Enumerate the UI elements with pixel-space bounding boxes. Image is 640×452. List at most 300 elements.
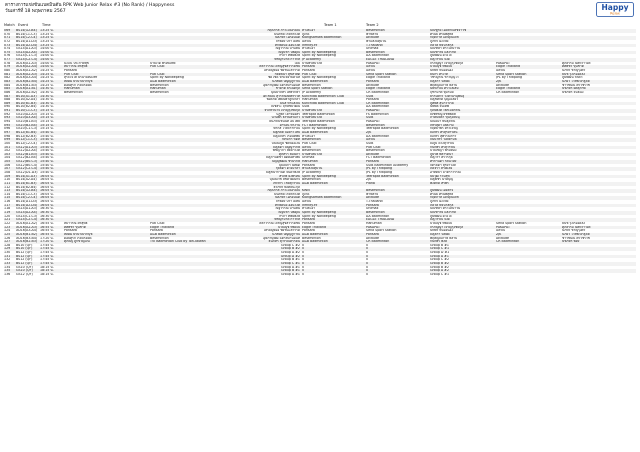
right-player: พฤติญณ์ภาษ หล้าม <box>430 236 458 240</box>
match-time: 14:30 น. <box>40 90 54 94</box>
event-code: XD16(A2-A3) <box>16 72 38 76</box>
right-player: ณภูมิ ดวงสุวรรณ <box>430 141 455 145</box>
team-1: Teerapat Badminton <box>302 112 335 116</box>
match-number: 113 <box>4 189 11 193</box>
left-player: Group A #1 <box>281 265 300 269</box>
left-player: กฤตภาส ภาวะเธอรมณี <box>267 189 300 193</box>
brand-logo-mark <box>596 2 634 17</box>
match-time: 15:40 น. <box>40 141 54 145</box>
team-2: ฟ้าฟลาย <box>366 192 379 196</box>
team-2: Bestminton <box>366 189 385 193</box>
team-2: JPL by Thitipong <box>366 170 393 174</box>
left-club-2: Spirit by Nanwepeng <box>150 76 184 80</box>
team-1: บ้านพรหมวงษ์ <box>302 109 322 113</box>
right-club-2: Attitude <box>496 83 510 87</box>
left-club-2: Bestminton <box>150 83 169 87</box>
match-time: 14:30 น. <box>40 105 54 109</box>
match-time: 15:40 น. <box>40 170 54 174</box>
right-player: จุฑามาศ ทุมรัมย์ <box>430 90 454 94</box>
left-player-1: สมาวรณ์ ศรีสุทธิ์ <box>64 65 88 69</box>
left-player-1: สมาวรณ์ ศรีสุทธิ์ <box>64 221 88 225</box>
match-number: 124 <box>4 229 11 233</box>
team-1: Spirit by Nanwepeng <box>302 174 336 178</box>
left-player: ณัฐธิดา ปัญญารักษ์ <box>272 145 300 149</box>
team-2: 0 <box>366 243 369 247</box>
right-player: วชิรญาณ์ ชาวบุญไว <box>430 76 459 80</box>
match-number: 099 <box>4 138 11 142</box>
right-player: จิรภิญญา เจริญรุ่งชัยกุล <box>430 61 464 65</box>
team-2: EAGLE THAILAND <box>366 218 395 222</box>
match-number: 111 <box>4 181 11 185</box>
right-player: นทีพร หนองนอง <box>430 69 453 73</box>
team-1: 0 <box>302 262 305 265</box>
event-code: XD16(A1-A2) <box>16 221 38 225</box>
left-player: ณัฐปภัสร์ เรือนทิพย์ <box>273 134 300 138</box>
team-1: Spirit by Nanwepeng <box>302 211 336 215</box>
event-code: BS12 (QF) <box>16 251 33 255</box>
right-player: ภูภัทร์ ผงไทย <box>430 200 449 204</box>
match-time: 15:40 น. <box>40 156 54 160</box>
left-player: ณัฐนิชา นพคุณ <box>278 50 300 54</box>
event-code: BS10 (QF) <box>16 247 33 251</box>
left-player: ทักษ์ภา ขัดที <box>282 138 300 142</box>
team-1: Ponsara <box>302 65 315 69</box>
match-number: 107 <box>4 167 11 171</box>
team-2: 0 <box>366 265 369 269</box>
team-1: ทางสะอ้า <box>302 207 316 211</box>
left-player: มนต์ชัย เกียรติวงศ์ <box>274 192 300 196</box>
event-code: GS12(C2-C4) <box>16 167 38 171</box>
match-number: 132 <box>4 258 11 262</box>
team-2: Ponsara <box>366 98 379 102</box>
left-player: กิรภา ทิพยพงษ์ <box>279 54 300 58</box>
team-2: Attitude <box>366 36 380 40</box>
team-1: 0 <box>302 272 305 276</box>
left-player: ธีรภัทร์ พงศ์ธนะกุล <box>273 185 300 189</box>
match-number: 135 <box>4 269 11 273</box>
right-player: Group C #1 <box>430 272 450 276</box>
event-code: GS12 (QF) <box>16 272 33 276</box>
event-code: BS14(A2-A4) <box>16 178 37 182</box>
team-2: CR Badminton <box>366 101 390 105</box>
event-code: BS14(A1-A3) <box>16 174 37 178</box>
match-time: 16:05 น. <box>40 181 54 185</box>
team-2: Sena Sport Station <box>366 229 397 233</box>
match-number: 109 <box>4 174 11 178</box>
match-time: 15:40 น. <box>40 145 54 149</box>
team-2: ฉัตรณ <box>366 138 376 142</box>
right-player-2: ชาวิชนณ์ ศรีวชรวิช <box>562 236 590 240</box>
right-player: Group C #1 <box>430 247 450 251</box>
team-2: 0 <box>366 254 369 258</box>
team-2: Hanuman <box>366 221 382 225</box>
left-player: ณัฐวรรณ ปานสิน <box>275 207 300 211</box>
left-player: ปุณณวิช ลิขิตวัฒนกิจ <box>269 178 300 182</box>
left-player: นภัสยศ ปัญญ์ภูกาณ <box>272 232 300 236</box>
right-player: ณิชพิชญ์ ยชพิพลส <box>430 112 456 116</box>
right-player: ปวีณ์นุช ทิพย์ใย <box>430 65 453 69</box>
match-number: 133 <box>4 262 11 265</box>
team-2: SSIB <box>366 94 374 98</box>
team-1: Hanuman <box>302 98 318 102</box>
right-player: ณภัทร ศรีสุริยารัตน์ <box>430 130 458 134</box>
right-club-2: CR Badminton <box>496 90 520 94</box>
right-player: Group B #1 <box>430 243 449 247</box>
right-player: จิรภิญญา เจริญรุ่งชัยกุล <box>430 225 464 229</box>
right-player: ศรันย์ ศิรินพสุทธิ์ <box>430 32 454 36</box>
match-time: 14:00 น. <box>40 65 54 69</box>
left-player: ณัฐนิชา นพคุณ <box>278 211 300 215</box>
event-code: BS12 (QF) <box>16 262 33 265</box>
team-1: 0 <box>302 254 305 258</box>
left-club-2: Ponsara <box>150 229 163 233</box>
right-player: ณัฐวรรณ จงดี <box>430 218 450 222</box>
event-code: GS12(A1-A3) <box>16 145 37 149</box>
team-1: Bestminton <box>302 178 321 182</box>
event-code: BS12 (QF) <box>16 258 33 262</box>
match-number: 119 <box>4 211 11 215</box>
team-2: PAKAPAT <box>366 120 380 124</box>
header-team1: Team 1 <box>324 23 337 27</box>
match-number: 114 <box>4 192 11 196</box>
match-number: 076 <box>4 54 11 58</box>
match-number: 074 <box>4 47 11 51</box>
right-player: ภควัต พจนาสกุล <box>430 203 454 207</box>
match-number: 087 <box>4 94 11 98</box>
team-2: Attitude <box>366 83 380 87</box>
right-player: นพพล จนเทพ <box>430 105 450 109</box>
left-player: อุษภานุพัฒ์ ฉัตรสบานอนท์ <box>263 236 300 240</box>
team-1: JP Academy <box>302 58 322 62</box>
match-number: 079 <box>4 65 11 69</box>
team-1: ทางสะอ้า <box>302 47 316 51</box>
match-time: 17:20 น. <box>40 236 54 240</box>
match-time: 13:25 น. <box>40 36 54 40</box>
event-code: GS14(A2-A4) <box>16 50 37 54</box>
left-player-1: Bestminton <box>64 90 83 94</box>
left-club-2: Eagle Thailand <box>150 225 175 229</box>
right-player: กุลนิพงศ์ ไพรเมยกรณ์ <box>430 109 461 113</box>
right-player: กนกพร พงษ์ <box>430 240 447 244</box>
match-time: 15:40 น. <box>40 160 54 164</box>
team-2: ฟ้าฟลาย <box>366 32 379 36</box>
team-1: Spirit by Nanwepeng <box>302 127 336 131</box>
left-player: Group D #2 <box>280 254 300 258</box>
team-1: Infinity39 <box>302 203 318 207</box>
match-number: 080 <box>4 69 11 73</box>
team-2: SSIB <box>366 116 374 120</box>
left-player: พิชญามาศ กาวิกัส <box>274 218 300 222</box>
left-club-2: A&B Badminton <box>150 232 176 236</box>
right-club-2: PAKAPAT <box>496 225 510 229</box>
team-2: PAKAPAT <box>366 225 380 229</box>
match-number: 101 <box>4 145 11 149</box>
match-number: 093 <box>4 116 11 120</box>
right-player: ปัณฑารีย์ แสงรักษ์ <box>430 50 456 54</box>
right-player: ศรันย์ ศิรินพสุทธิ์ <box>430 192 454 196</box>
team-1: Ponsara <box>302 229 315 233</box>
event-code: XD16(A2-A3) <box>16 225 38 229</box>
event-code: BS12(B1-B4) <box>16 130 37 134</box>
match-number: 086 <box>4 90 11 94</box>
team-1: Unimax <box>302 156 315 160</box>
team-1: JP Academy <box>302 90 322 94</box>
match-number: 090 <box>4 105 11 109</box>
left-player: มนต์ชัย เกียรติวงศ์ <box>274 32 300 36</box>
left-player: ศิลาวรรณ เจริญสุขสวรรค์ชัย <box>259 65 300 69</box>
team-2: Unimax <box>366 47 379 51</box>
match-number: 106 <box>4 163 11 167</box>
team-2: JPL by Thitipong <box>366 167 393 171</box>
left-club-2: TVI Badminton Club by Ton-Taiwan <box>150 240 206 244</box>
match-number: 128 <box>4 243 11 247</box>
event-code: BS10(A1-A3) <box>16 94 37 98</box>
event-code: BS10 (QF) <box>16 243 33 247</box>
left-player-1: Ponsara <box>64 229 77 233</box>
event-code: BS14(D2-D4) <box>16 43 38 47</box>
team-2: Unimax <box>366 207 379 211</box>
event-code: BS14(C2-C4) <box>16 196 37 200</box>
team-2: 0 <box>366 262 369 265</box>
event-code: XD16(B1-B3) <box>16 83 38 87</box>
right-player: กนกพร ศรีสุวรรณ <box>430 145 456 149</box>
match-time: 16:05 น. <box>40 203 54 207</box>
team-2: Teerapat Badminton <box>366 127 399 131</box>
team-1: บ้านพรหมวงษ์ <box>302 152 322 156</box>
match-time: 14:00 น. <box>40 58 54 62</box>
left-player-1: สุรจ์ใจใส นิรนามทองสิริ <box>64 76 98 80</box>
match-number: 094 <box>4 120 11 124</box>
match-number: 085 <box>4 87 11 91</box>
right-player: ภูมิพัฒน์ ดวงใจ <box>430 54 452 58</box>
team-2: CR Badminton <box>366 240 390 244</box>
event-code: XD16(B1-B2) <box>16 232 38 236</box>
team-1: Klongsamwa Badminton <box>302 196 342 200</box>
match-time: 18:15 น. <box>40 272 54 276</box>
event-code: BS14(C2-C4) <box>16 36 37 40</box>
match-number: 104 <box>4 156 11 160</box>
right-player: ปวีณ์นุช ทิพย์ใย <box>430 221 453 225</box>
match-time: 15:15 น. <box>40 127 54 131</box>
right-player: ณัฐพัชร์ นาคบุญ <box>430 178 453 182</box>
left-player: ฟ้ากัส ไวส์จรากรณ์ <box>273 127 300 131</box>
team-1: A&B Badminton <box>302 130 328 134</box>
table-row <box>4 273 636 277</box>
left-player: อุษภานุพัฒ์ ฉัตรสบานอนท์ <box>263 83 300 87</box>
right-club-2: ฉัตรณ <box>496 69 506 73</box>
right-player: Group A #2 <box>430 269 449 273</box>
match-time: 14:30 น. <box>40 87 54 91</box>
team-2: SSIB <box>366 141 374 145</box>
team-1: Kunchida Badminton Club <box>302 101 344 105</box>
team-1: 0 <box>302 258 305 262</box>
left-player: ทักษ์ดนัย อ่อนวงศ์ <box>274 203 300 207</box>
right-player-2: นิชภัทร์ พงษ์ <box>562 240 580 244</box>
team-2: 0 <box>366 251 369 255</box>
right-club-2: PAKAPAT <box>496 61 510 65</box>
left-club-2: Bestminton <box>150 236 169 240</box>
right-player: Group B #2 <box>430 265 449 269</box>
event-code: XD16(B3-B4) <box>16 236 38 240</box>
match-number: 125 <box>4 232 11 236</box>
team-2: Ponsara <box>366 160 379 164</box>
team-1: 0 <box>302 247 305 251</box>
right-player: ปัณฑูรย์ เอิงธิกิจเตชจาวิช <box>430 29 467 32</box>
match-number: 126 <box>4 236 11 240</box>
right-player: อาทิตยา มาตราวรรณ <box>430 170 461 174</box>
right-club-2: Eagle Thailand <box>496 65 521 69</box>
team-2: T.Thailand <box>366 43 383 47</box>
left-player: Group A #2 <box>281 251 300 255</box>
match-time: 15:15 น. <box>40 123 54 127</box>
team-2: PAKAPAT <box>366 109 380 113</box>
header-team2: Team 2 <box>366 23 379 27</box>
right-player-2: นภัยวี ไวส์พวงรัฐจิต <box>562 79 590 83</box>
match-time: 14:00 น. <box>40 47 54 51</box>
team-1: Spirit by Nanwepeng <box>302 54 336 58</box>
match-time: 15:40 น. <box>40 167 54 171</box>
right-club-2: Attitude <box>496 236 510 240</box>
match-number: 082 <box>4 76 11 80</box>
right-player: กฤตภาส เอกคุณเดช <box>430 196 459 200</box>
team-2: PAKAPAT <box>366 61 380 65</box>
match-number: 122 <box>4 221 11 225</box>
team-1: 0 <box>302 265 305 269</box>
event-code: GS10(A2-A3) <box>16 112 37 116</box>
match-time: 16:30 น. <box>40 214 54 218</box>
event-code: GS10(B2-B4) <box>16 123 37 127</box>
left-player: ธนภัทร สุวรรณ์ตรีรัตน์ <box>268 240 300 244</box>
right-player: นพรภรณ์ ศรีวิไลเสมี <box>430 87 459 91</box>
match-number: 120 <box>4 214 11 218</box>
match-time: 15:40 น. <box>40 149 54 153</box>
event-code: BS14(C1-C3) <box>16 32 37 36</box>
event-code: XD16(A3-A4) <box>16 229 38 233</box>
team-1: Ponsara <box>302 69 315 73</box>
match-number: 081 <box>4 72 11 76</box>
left-player: พงศภัค เพียนพาลูกเกล้า <box>266 98 300 102</box>
event-code: BS10(B1-B3) <box>16 101 37 105</box>
team-1: Bestminton <box>302 138 321 142</box>
match-time: 14:30 น. <box>40 101 54 105</box>
team-2: Bestminton <box>366 50 385 54</box>
left-player-1: ดอยศุรภ์ เรียบร้อยดี <box>64 236 92 240</box>
match-time: 16:05 น. <box>40 189 54 193</box>
logo-sub: Relax <box>610 11 620 16</box>
team-2: Attitude <box>366 236 380 240</box>
event-code: GS10 (QF) <box>16 265 33 269</box>
team-1: ฉัตรณ <box>302 200 312 204</box>
page-title: ตารางการแข่งขันแบดมินตัน RPK Web Junior Relax #3 (No Rank) / Happyness <box>5 3 175 8</box>
left-player: ชาคริต ธีรเนตกุล <box>275 87 300 91</box>
left-club-2: Bestminton <box>150 90 169 94</box>
match-number: 096 <box>4 127 11 131</box>
right-club-2: ฉัตรณ <box>496 229 506 233</box>
event-code: XD16(A1-B1) <box>16 87 38 91</box>
right-player: ภัทรสุดา เลิศงาม <box>430 123 454 127</box>
team-2: Attitude <box>366 152 380 156</box>
event-code: XD16(A1-A2) <box>16 69 38 73</box>
match-number: 131 <box>4 254 11 258</box>
right-player: พงศ์ภัค สิริพร <box>430 181 449 185</box>
match-number: 112 <box>4 185 11 189</box>
left-player: พิชญามาศ กาวิกัส <box>274 58 300 62</box>
team-2: EAGLE THAILAND <box>366 58 395 62</box>
event-date: วันเสาร์ที่ 18 พฤษภาคม 2567 <box>5 9 66 14</box>
event-code: GS12(B2-B4) <box>16 156 37 160</box>
team-2: Bestminton <box>366 123 385 127</box>
left-player: นวนพร ธรรมศรีแก้ว <box>271 116 300 120</box>
match-time: 17:45 น. <box>40 262 54 265</box>
left-player: เตโช์มณ์ สุวรรณิติศ์สรรวัท <box>262 94 300 98</box>
team-1: Sena Sport Station <box>302 87 333 91</box>
right-player-2: นภัทร ชาญรุ่งศรี <box>562 229 586 233</box>
right-club-2: Sena Sport Station <box>496 72 527 76</box>
team-1: ภูเกด <box>302 32 310 36</box>
event-code: BS12(C2-C4) <box>16 141 37 145</box>
match-number: 130 <box>4 251 11 255</box>
left-player: เหรียญทอง ชัยชนะสวรรค์ <box>263 229 300 233</box>
match-time: 14:00 น. <box>40 54 54 58</box>
match-number: 105 <box>4 160 11 164</box>
match-number: 073 <box>4 43 11 47</box>
match-time: 15:40 น. <box>40 138 54 142</box>
match-number: 118 <box>4 207 11 211</box>
team-1: Teerapat Badminton <box>302 120 335 124</box>
match-time: 16:05 น. <box>40 174 54 178</box>
match-time: 16:55 น. <box>40 229 54 233</box>
right-player: นทีพร หนองนอง <box>430 229 453 233</box>
team-1: ฉัตรณ <box>302 39 312 43</box>
team-1: ทางสะอ้า <box>302 29 316 32</box>
match-time: 15:40 น. <box>40 152 54 156</box>
left-player: ศุภิสรา ลิมนิภา <box>278 152 300 156</box>
right-player: จิตรลดา สุริยาวงศ์ <box>430 163 456 167</box>
team-2: Plan8 <box>366 181 375 185</box>
team-2: Ponsara <box>366 232 379 236</box>
team-2: FS Badminton <box>366 112 389 116</box>
team-1: ฟ้าแสงปทุมวัน <box>302 167 323 171</box>
team-1: Bestminton <box>302 83 321 87</box>
left-player: กฤตภาส ภาวะเธอรมณี <box>267 29 300 32</box>
match-number: 110 <box>4 178 11 182</box>
right-player: กฤติยาพร ศรีวเจริญ <box>430 127 458 131</box>
team-2: 0 <box>366 258 369 262</box>
left-club-2: Puti Club <box>150 65 165 69</box>
right-club-2: ZJK <box>496 232 502 236</box>
team-2: SSIB Badminton Academy <box>366 163 409 167</box>
match-time: 17:20 น. <box>40 240 54 244</box>
match-number: 117 <box>4 203 11 207</box>
team-1: Hanuman <box>302 160 318 164</box>
team-2: Teerapat Badminton <box>366 174 399 178</box>
right-player-2: ชาวิชนณ์ ศรีวชรวิช <box>562 83 590 87</box>
left-player-1: ศศิพัชร์ ขุนชาติ <box>64 225 86 229</box>
match-time: 14:30 น. <box>40 94 54 98</box>
match-time: 15:15 น. <box>40 120 54 124</box>
match-time: 16:55 น. <box>40 225 54 229</box>
right-player: ณัฐธิรา นิสัยดี <box>430 232 450 236</box>
left-player: กิตติ์ธนา สุขสวัสดิ์ <box>274 72 300 76</box>
event-code: GS14(A2-A4) <box>16 211 37 215</box>
match-number: 069 <box>4 29 11 32</box>
header-event: Event <box>18 23 29 27</box>
left-player: ทักษ์ดนัย อ่อนวงศ์ <box>274 43 300 47</box>
event-code: GS10(B1-B3) <box>16 120 37 124</box>
left-player: ผ้ารอน ทำงาน <box>279 123 300 127</box>
team-2: ZJK <box>366 178 372 182</box>
match-number: 077 <box>4 58 11 62</box>
